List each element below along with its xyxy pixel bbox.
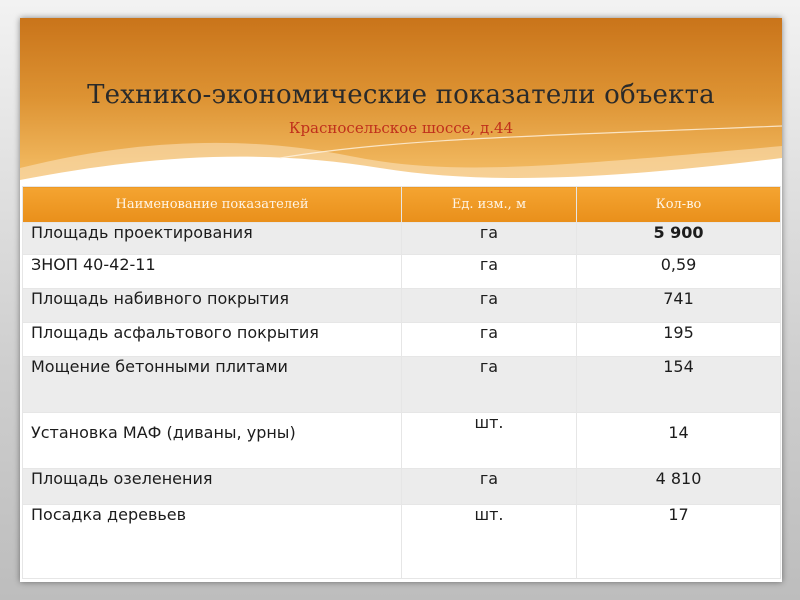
cell-quantity: 4 810	[577, 469, 781, 505]
table-row	[23, 323, 781, 357]
cell-name: Посадка деревьев	[23, 505, 402, 579]
cell-unit: га	[402, 323, 577, 357]
cell-name: Мощение бетонными плитами	[23, 357, 402, 413]
cell-quantity: 17	[577, 505, 781, 579]
cell-quantity: 195	[577, 323, 781, 357]
cell-unit: шт.	[402, 505, 577, 579]
cell-unit: га	[402, 255, 577, 289]
cell-quantity: 14	[577, 413, 781, 469]
cell-name: Установка МАФ (диваны, урны)	[23, 413, 402, 469]
table-row	[23, 413, 781, 469]
cell-quantity: 741	[577, 289, 781, 323]
header-unit: Ед. изм., м	[402, 187, 577, 223]
table-row	[23, 505, 781, 579]
table-row	[23, 357, 781, 413]
table-row	[23, 223, 781, 255]
header-indicator-name: Наименование показателей	[23, 187, 402, 223]
table-row	[23, 289, 781, 323]
table-row	[23, 255, 781, 289]
cell-unit: га	[402, 357, 577, 413]
cell-name: Площадь набивного покрытия	[23, 289, 402, 323]
slide-subtitle: Красносельское шоссе, д.44	[288, 119, 514, 137]
cell-unit: шт.	[402, 413, 577, 469]
cell-name: Площадь проектирования	[23, 223, 402, 255]
cell-name: Площадь асфальтового покрытия	[23, 323, 402, 357]
cell-name: ЗНОП 40-42-11	[23, 255, 402, 289]
slide	[20, 18, 782, 582]
cell-quantity: 154	[577, 357, 781, 413]
cell-quantity: 5 900	[577, 223, 781, 255]
indicators-table	[22, 186, 781, 579]
cell-quantity: 0,59	[577, 255, 781, 289]
table-row	[23, 469, 781, 505]
cell-unit: га	[402, 469, 577, 505]
table-header-row	[23, 187, 781, 223]
header-quantity: Кол-во	[577, 187, 781, 223]
cell-unit: га	[402, 289, 577, 323]
slide-title: Технико-экономические показатели объекта	[87, 80, 715, 110]
cell-unit: га	[402, 223, 577, 255]
cell-name: Площадь озеленения	[23, 469, 402, 505]
